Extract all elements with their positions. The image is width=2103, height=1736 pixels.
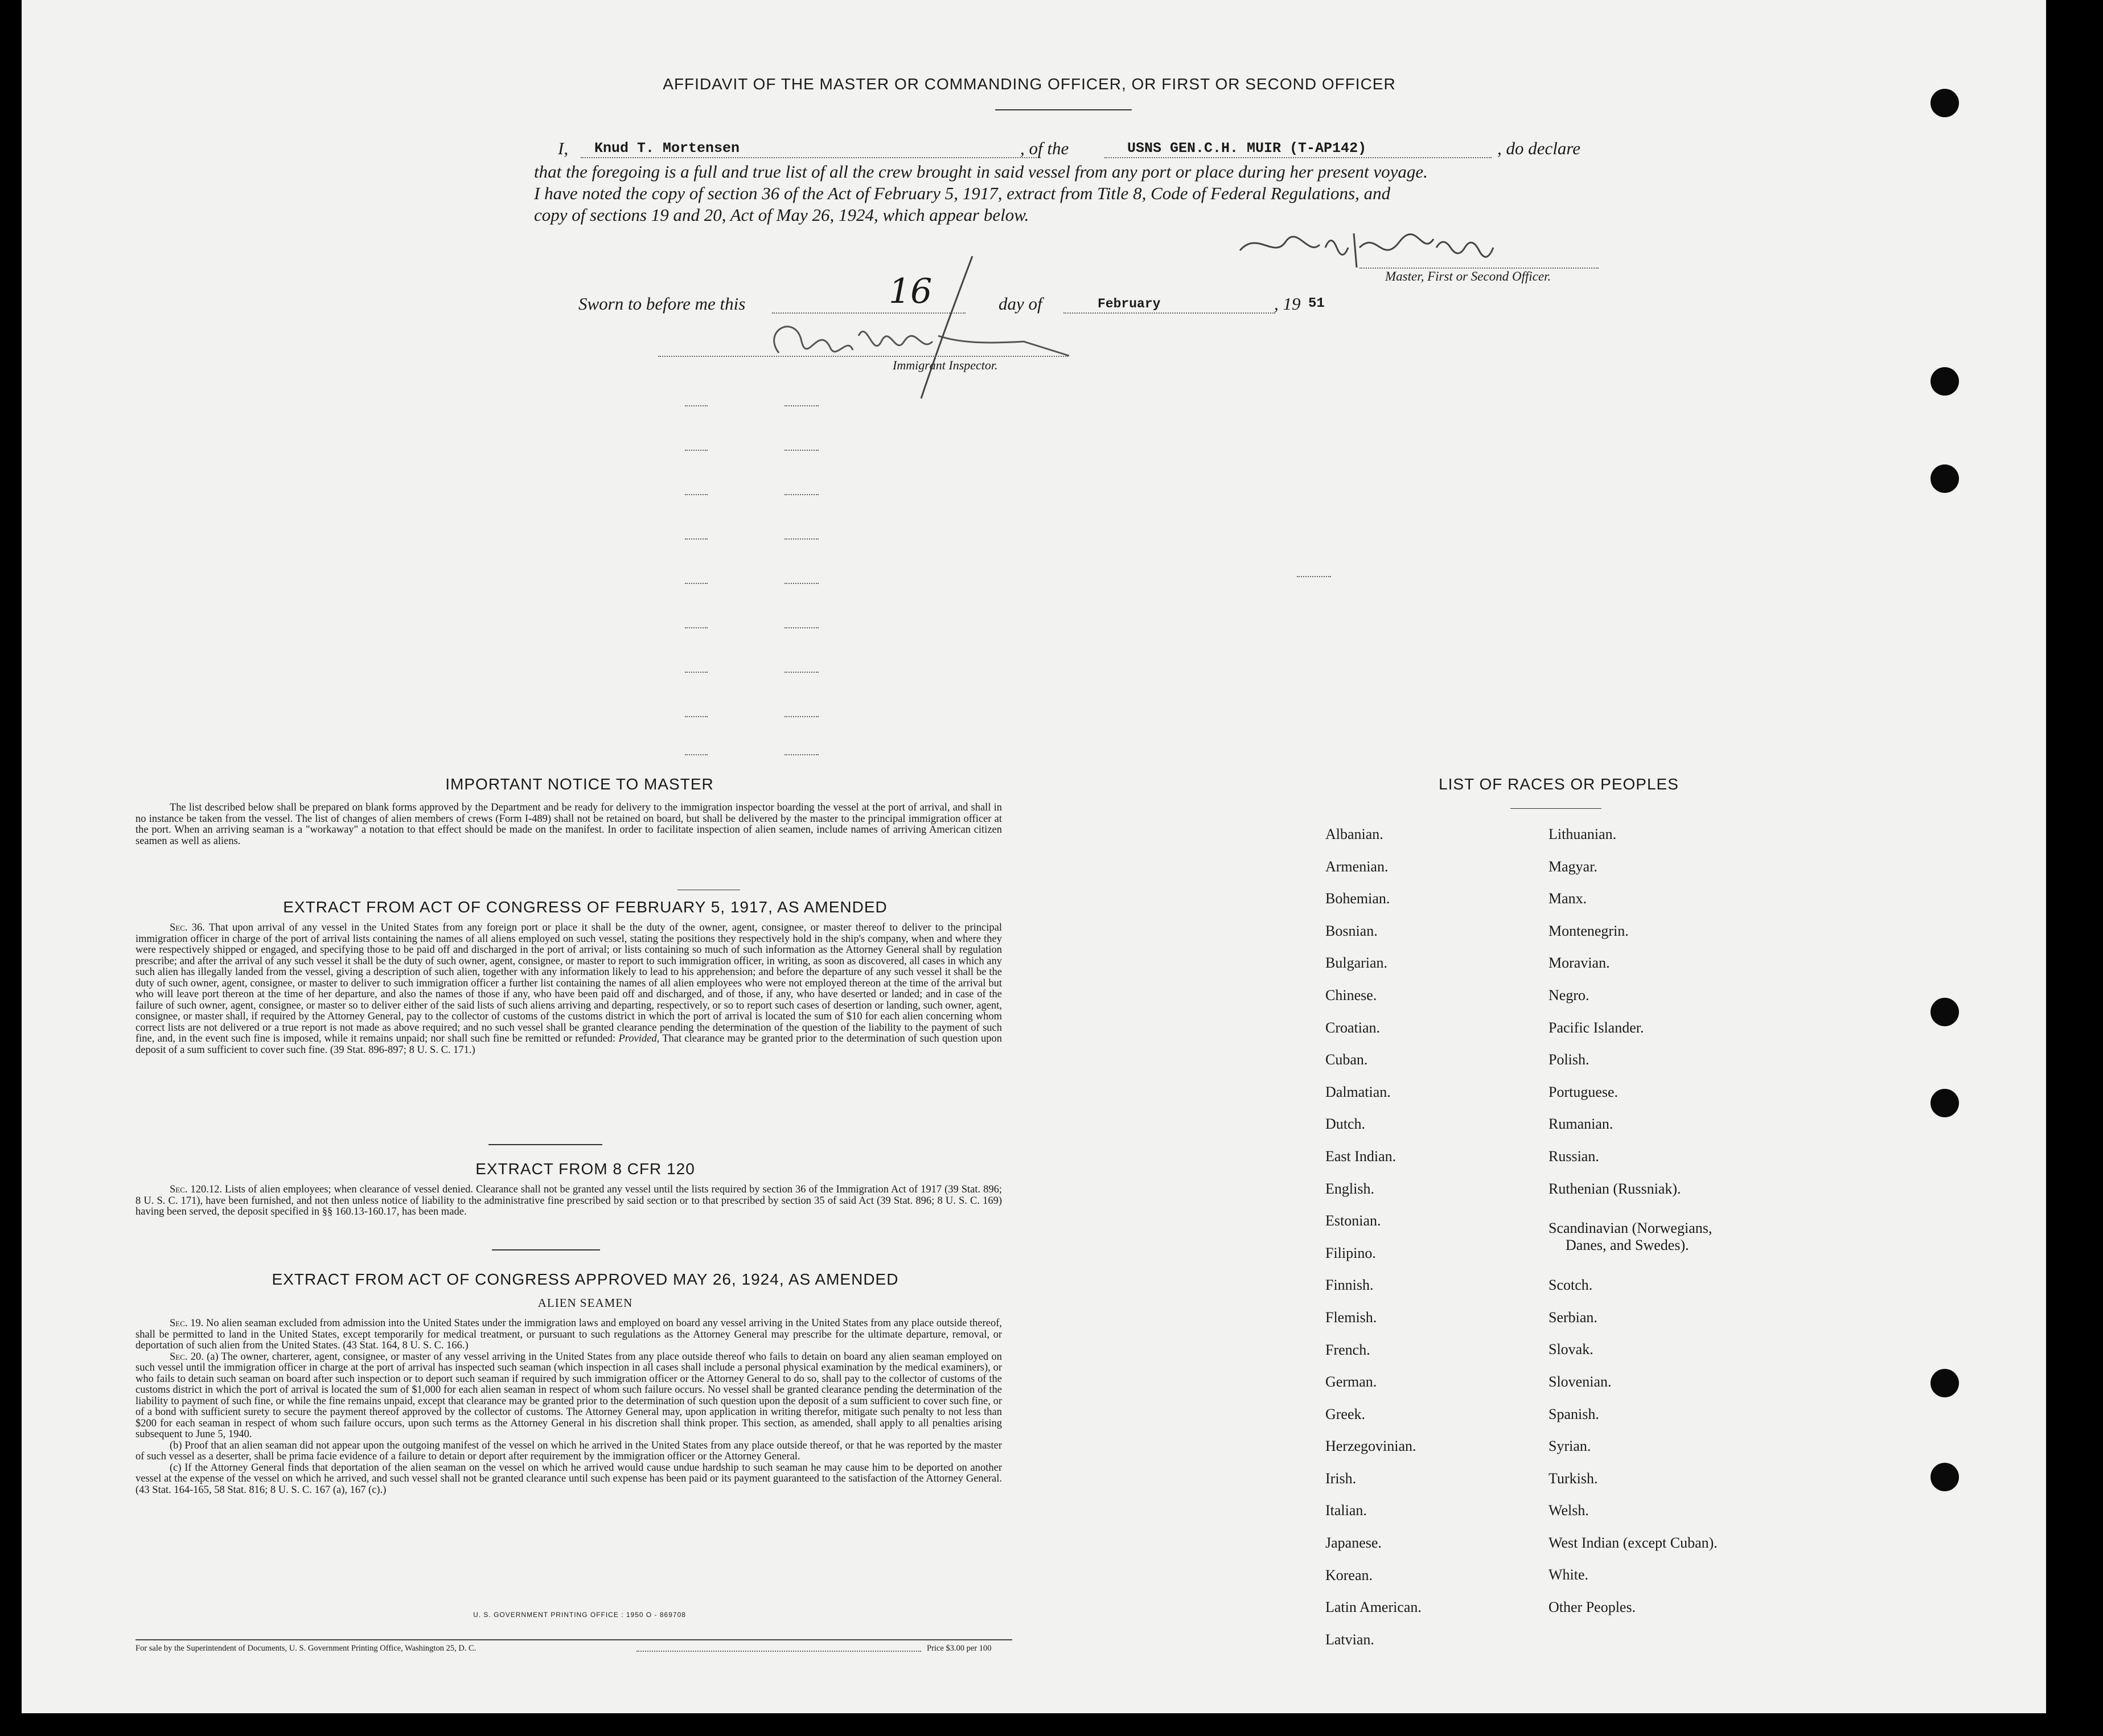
race-item: Montenegrin. [1549, 922, 1629, 939]
leader-mark [685, 538, 708, 540]
race-item: Korean. [1325, 1566, 1373, 1583]
sec19-paragraph [135, 1318, 1002, 1352]
footer-left: For sale by the Superintendent of Documents, U. S. Government Printing Office, Washington 25, D. C. [135, 1644, 477, 1653]
race-item: Japanese. [1325, 1535, 1382, 1552]
sec20c-paragraph: (c) If the Attorney General finds that deportation of the alien seaman on the vessel on which he arrived would cause undue hardship to such seaman he may cause him to be deported on another vessel at the expense of the vessel on which he arrived, and such vessel shall not be granted clearance until such expense has been paid or its payment guaranteed to the satisfaction of the Attorney General. (43 Stat. 164-165, 58 Stat. 816; 8 U. S. C. 167 (a), 167 (c).) [135, 1462, 1002, 1496]
race-item: Russian. [1549, 1147, 1599, 1165]
leader-mark [685, 754, 708, 755]
punch-hole [1931, 367, 1959, 396]
affidavit-line-1 [558, 138, 1610, 161]
race-item: Turkish. [1549, 1470, 1598, 1487]
race-item: Pacific Islander. [1549, 1019, 1644, 1036]
extract-cfr-text [135, 1184, 1002, 1218]
notice-title: IMPORTANT NOTICE TO MASTER [445, 775, 714, 793]
race-item: Spanish. [1549, 1405, 1599, 1422]
vessel-name: USNS GEN.C.H. MUIR (T-AP142) [1127, 140, 1367, 157]
race-item: Portuguese. [1549, 1083, 1619, 1100]
sworn-year: 51 [1308, 296, 1325, 311]
extract-1924-subtitle: ALIEN SEAMEN [537, 1296, 633, 1310]
race-item: Armenian. [1325, 858, 1389, 875]
sec120-label: Sec. 120.12. [170, 1184, 223, 1195]
punch-hole [1931, 464, 1959, 493]
extract-1924-text [135, 1318, 1002, 1496]
race-item: Magyar. [1549, 858, 1597, 875]
printer-note: U. S. GOVERNMENT PRINTING OFFICE : 1950 O - 869708 [473, 1611, 686, 1619]
leader-mark [685, 672, 708, 673]
punch-hole [1931, 1463, 1959, 1491]
race-item: Ruthenian (Russniak). [1549, 1180, 1681, 1197]
leader-mark [784, 405, 819, 406]
sec36-label: Sec. 36. [170, 922, 205, 933]
race-item: Manx. [1549, 890, 1587, 907]
sworn-month: February [1098, 297, 1161, 311]
vessel-underline [1104, 157, 1492, 158]
leader-mark [685, 716, 708, 717]
sec36-body-end: That clearance may be granted prior to the determination of such question upon deposit of a sum sufficient to cover such fine. (39 Stat. 896-897; 8 U. S. C. 171.) [135, 1033, 1003, 1056]
race-item: Greek. [1325, 1405, 1366, 1422]
leader-mark [784, 754, 819, 755]
race-item: Dalmatian. [1325, 1083, 1391, 1100]
race-item: Bulgarian. [1325, 955, 1388, 972]
name-underline [581, 157, 1041, 158]
document-page [22, 0, 2046, 1713]
race-item: Bohemian. [1325, 890, 1390, 907]
divider [492, 1249, 600, 1250]
divider [995, 109, 1132, 110]
signature-line [1359, 268, 1599, 269]
sec20b-paragraph: (b) Proof that an alien seaman did not appear upon the outgoing manifest of the vessel on which he arrived in the United States from any place outside thereof, or that he was reported by the master of such vessel as a deserter, shall be prima facie evidence of a failure to detain or deport after requirement by the immigration officer or the Attorney General. [135, 1439, 1002, 1462]
race-item: Croatian. [1325, 1019, 1381, 1036]
sec120-body: Lists of alien employees; when clearance of vessel denied. Clearance shall not be granted any vessel until the lists required by section 36 of the Immigration Act of 1917 (39 Stat. 896; 8 U. S. C. 171), have been furnished, and not then unless notice of liability to the administrative fine prescribed by said section or to that prescribed by section 35 of said Act (39 Stat. 896; 8 U. S. C. 169) having been served, the deposit specified in §§ 160.13-160.17, has been made. [135, 1184, 1002, 1217]
race-item: White. [1549, 1566, 1589, 1583]
race-item: Slovak. [1549, 1341, 1593, 1358]
sec20a-body: (a) The owner, charterer, agent, consignee, or master of any vessel arriving in the United States from any place outside thereof who fails to detain on board any alien seaman employed on such vessel until the immigration officer in charge at the port of arrival has inspected such seaman (which inspection in all cases shall include a personal physical examination by the medical examiners), or who fails to detain such seaman on board after such inspection or to deport such seaman if required by such immigration officer or the Attorney General to do so, shall pay to the collector of customs of the customs district in which the port of arrival is located the sum of $1,000 for each alien seaman in respect of whom such failure occurs. No vessel shall be granted clearance pending the determination of the liability to payment of such fine, or while the fine remains unpaid, except that clearance may be granted prior to the determination of such question upon the deposit of a sum sufficient to cover such fine, or of a bond with sufficient surety to secure the payment thereof approved by the collector of customs. The Attorney General may, upon application in writing therefor, mitigate such penalty to not less than $200 for each seaman in respect of whom such failure occurs, upon such terms as the Attorney General in his discretion shall think proper. This section, as amended, shall apply to all penalties arising subsequent to June 5, 1940. [135, 1351, 1002, 1440]
affidavit-title: AFFIDAVIT OF THE MASTER OR COMMANDING OFFICER, OR FIRST OR SECOND OFFICER [663, 75, 1396, 93]
race-item: Albanian. [1325, 826, 1383, 842]
notice-text: The list described below shall be prepared on blank forms approved by the Department and be ready for delivery to the immigration inspector boarding the vessel at the port of arrival, and shall in no instance be taken from the vessel. The list of changes of alien members of crews (Form I-489) shall not be retained on board, but shall be delivered by the master to the principal immigration officer at the port. When an arriving seaman is a "workaway" a notation to that effect should be made on the manifest. In order to facilitate inspection of alien seamen, include names of arriving American citizen seamen as well as aliens. [135, 802, 1002, 847]
extract-cfr-title: EXTRACT FROM 8 CFR 120 [475, 1160, 695, 1178]
affidavit-line-3: I have noted the copy of section 36 of the Act of February 5, 1917, extract from Title 8, Code of Federal Regulations, and [534, 183, 1391, 203]
races-column-2 [1549, 818, 1718, 1624]
race-item: Finnish. [1325, 1277, 1374, 1294]
sec36-body: That upon arrival of any vessel in the United States from any foreign port or place it shall be the duty of the owner, agent, consignee, or master thereof to deliver to the principal immigration officer in charge of the port of arrival lists containing the names of all aliens employed on such vessel, stating the positions they respectively hold in the ship's company, when and where they were respectively shipped or engaged, and specifying those to be paid off and discharged in the port of arrival; or lists containing so much of such information as the Attorney General shall by regulation prescribe; and after the arrival of any such vessel it shall be the duty of such owner, agent, consignee, or master to report to such immigration officer, in writing, as soon as discovered, all cases in which any such alien has illegally landed from the vessel, giving a description of such alien, together with any information likely to lead to his apprehension; and before the departure of any such vessel it shall be the duty of such owner, agent, consignee, or master to deliver to such immigration officer a further list containing the names of all alien employees who were not employed thereon at the time of the arrival but who will leave port thereon at the time of her departure, and also the names of those if any, who have been paid off and discharged, and of those, if any, who have deserted or landed; and in case of the failure of such owner, agent, consignee, or master so to deliver either of the said lists of such aliens arriving and departing, respectively, or so to report such cases of desertion or landing, such owner, agent, consignee, or master shall, if required by the Attorney General, pay to the collector of customs of the customs district in which the port of arrival is located the sum of $10 for each alien concerning whom correct lists are not delivered or a true report is not made as above required; and no such vessel shall be granted clearance pending the determination of the question of the liability to the payment of such fine, and, in the event such fine is imposed, while it remains unpaid; nor shall such fine be remitted or refunded: [135, 922, 1003, 1044]
race-item: Other Peoples. [1549, 1599, 1636, 1616]
leader-mark [784, 672, 819, 673]
race-item: Bosnian. [1325, 922, 1378, 939]
race-item: East Indian. [1325, 1147, 1396, 1165]
divider [488, 1144, 602, 1145]
year-prefix: , 19 [1274, 294, 1301, 314]
leader-mark [784, 716, 819, 717]
sec20a-paragraph [135, 1352, 1002, 1441]
race-item: Scotch. [1549, 1277, 1593, 1294]
leader-mark [685, 494, 708, 495]
affidavit-line-2: that the foregoing is a full and true list of all the crew brought in said vessel from any port or place during her present voyage. [534, 162, 1428, 182]
race-item: West Indian (except Cuban). [1549, 1534, 1718, 1551]
race-item: Herzegovinian. [1325, 1438, 1416, 1455]
leader-mark [784, 494, 819, 495]
leader-mark [685, 405, 708, 406]
i-label: I, [558, 138, 569, 158]
race-item: Cuban. [1325, 1051, 1368, 1068]
race-item: German. [1325, 1373, 1377, 1391]
sworn-day: 16 [889, 271, 933, 311]
footer-leader [636, 1651, 921, 1652]
race-item: Danes, and Swedes). [1566, 1237, 1689, 1254]
month-underline [1063, 312, 1275, 314]
leader-mark [685, 627, 708, 628]
punch-hole [1931, 1369, 1959, 1397]
race-item: Polish. [1549, 1051, 1589, 1068]
leader-mark [784, 450, 819, 451]
race-item: Syrian. [1549, 1438, 1591, 1455]
race-item: Flemish. [1325, 1309, 1377, 1326]
inspector-signature [750, 256, 1092, 404]
leader-mark [784, 627, 819, 628]
race-item: Negro. [1549, 986, 1589, 1003]
extract-1924-title: EXTRACT FROM ACT OF CONGRESS APPROVED MAY 26, 1924, AS AMENDED [272, 1270, 899, 1288]
of-the-label: , of the [1020, 138, 1069, 158]
leader-mark [1297, 576, 1331, 577]
inspector-caption: Immigrant Inspector. [893, 358, 998, 372]
punch-hole [1931, 998, 1959, 1026]
inspector-line [658, 356, 1068, 357]
race-item: Irish. [1325, 1470, 1357, 1487]
race-item: Chinese. [1325, 986, 1377, 1003]
extract-1917-title: EXTRACT FROM ACT OF CONGRESS OF FEBRUARY 5, 1917, AS AMENDED [283, 898, 888, 916]
affidavit-line-4: copy of sections 19 and 20, Act of May 26, 1924, which appear below. [534, 205, 1029, 225]
sec36-proviso: Provided, [618, 1033, 660, 1044]
race-item: Welsh. [1549, 1502, 1589, 1519]
race-item: English. [1325, 1180, 1374, 1197]
race-item: Rumanian. [1549, 1116, 1613, 1133]
leader-mark [685, 450, 708, 451]
races-title: LIST OF RACES OR PEOPLES [1439, 775, 1679, 793]
leader-mark [784, 583, 819, 584]
sec19-body: No alien seaman excluded from admission into the United States under the immigration laws and employed on board any vessel arriving in the United States from any place outside thereof, shall be permitted to land in the United States, except temporarily for medical treatment, or pursuant to such regulations as the Attorney General may prescribe for the ultimate departure, removal, or deportation of such alien from the United States. (43 Stat. 164, 8 U. S. C. 166.) [135, 1318, 1003, 1351]
punch-hole [1931, 1089, 1959, 1117]
race-item: Filipino. [1325, 1244, 1376, 1261]
extract-1917-text [135, 923, 1002, 1056]
race-item: Scandinavian (Norwegians, [1549, 1220, 1712, 1237]
leader-mark [685, 583, 708, 584]
race-item: Lithuanian. [1549, 826, 1617, 842]
race-item: Dutch. [1325, 1116, 1366, 1133]
race-item: Moravian. [1549, 955, 1610, 972]
sworn-label: Sworn to before me this [578, 294, 746, 314]
sec19-label: Sec. 19. [170, 1318, 204, 1329]
race-item: Slovenian. [1549, 1373, 1612, 1390]
signature-caption: Master, First or Second Officer. [1385, 269, 1551, 283]
punch-hole [1931, 89, 1959, 117]
race-item: Latin American. [1325, 1599, 1422, 1616]
master-signature [1234, 225, 1502, 270]
race-item: Serbian. [1549, 1309, 1597, 1326]
divider [1510, 808, 1601, 809]
race-item: French. [1325, 1341, 1370, 1358]
sec20-label: Sec. 20. [170, 1351, 204, 1363]
leader-mark [784, 538, 819, 540]
master-name: Knud T. Mortensen [594, 140, 740, 157]
footer-right: Price $3.00 per 100 [927, 1644, 992, 1653]
do-declare-label: , do declare [1497, 138, 1581, 158]
race-item: Latvian. [1325, 1631, 1374, 1648]
race-item: Italian. [1325, 1502, 1367, 1519]
races-column-1 [1325, 818, 1422, 1656]
day-of-label: day of [999, 294, 1042, 314]
race-item: Estonian. [1325, 1212, 1381, 1229]
footer-rule [135, 1639, 1012, 1640]
